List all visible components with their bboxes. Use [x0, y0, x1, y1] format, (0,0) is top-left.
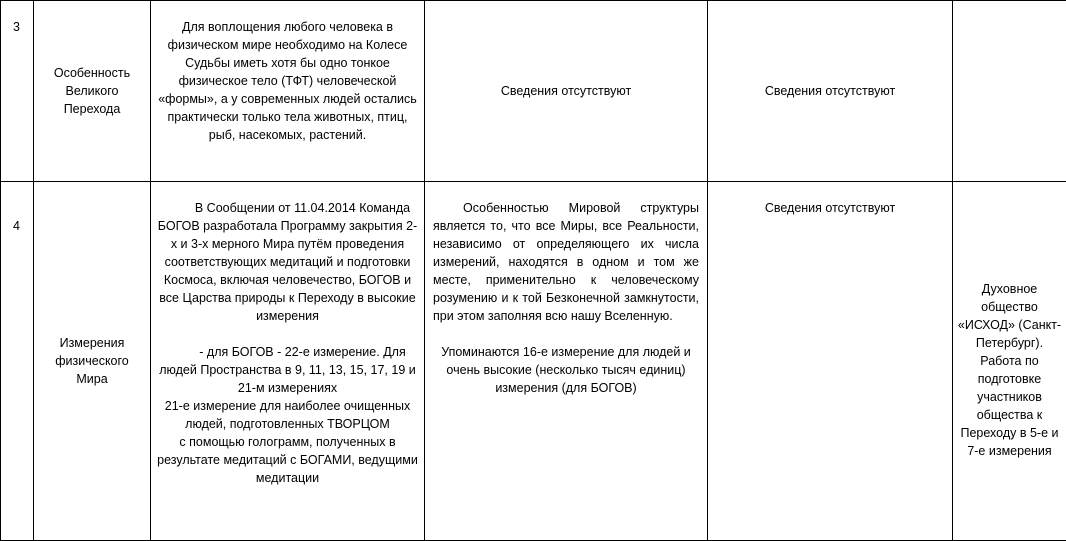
cell-paragraph: В Сообщении от 11.04.2014 Команда БОГОВ разработала Программу закрытия 2-х и 3-х мерного Мира путём проведения соответствующих медитаций и подготовки Космоса, включая человечество, БОГОВ и все Царства природы к Переходу в высокие измерения [155, 199, 420, 325]
source-cell [425, 182, 708, 541]
source-cell [151, 182, 425, 541]
table-row [1, 1, 1066, 182]
aspect-label: Особенность Великого Перехода [54, 66, 130, 116]
cell-paragraph: 21-е измерение для наиболее очищенных людей, подготовленных ТВОРЦОМ [155, 397, 420, 433]
table-row [1, 182, 1066, 541]
aspect-label: Измерения физического Мира [55, 336, 129, 386]
cell-paragraph: Особенностью Мировой структуры является то, что все Миры, все Реальности, независимо от определяющего их числа измерений, находятся в одном и том же месте, применительно к человеческому розумению и к той Безконечной замкнутости, при этом заполняя всю нашу Вселенную. [433, 199, 699, 325]
source-cell [151, 1, 425, 182]
cell-paragraph: - для БОГОВ - 22-е измерение. Для людей Пространства в 9, 11, 13, 15, 17, 19 и 21-м измерениях [155, 343, 420, 397]
source-cell [953, 1, 1066, 182]
row-number-cell [1, 1, 34, 182]
source-cell [708, 1, 953, 182]
source-cell [953, 182, 1066, 541]
cell-paragraph: с помощью голограмм, полученных в результате медитаций с БОГАМИ, ведущими медитации [155, 433, 420, 487]
cell-text: Для воплощения любого человека в физическом мире необходимо на Колесе Судьбы иметь хотя бы одно тонкое физическое тело (ТФТ) человеческой «формы», а у современных людей остались практически только тела животных, птиц, рыб, насекомых, растений. [158, 20, 417, 142]
aspect-cell [34, 182, 151, 541]
aspect-cell [34, 1, 151, 182]
cell-paragraph: Упоминаются 16-е измерение для людей и очень высокие (несколько тысяч единиц) измерения (для БОГОВ) [433, 343, 699, 397]
cell-text: Сведения отсутствуют [765, 84, 895, 98]
row-number-cell [1, 182, 34, 541]
row-number: 4 [13, 217, 29, 235]
cell-text: Сведения отсутствуют [501, 84, 631, 98]
cell-text: Духовное общество «ИСХОД» (Санкт-Петербург). Работа по подготовке участников общества к Переходу в 5-е и 7-е измерения [958, 282, 1061, 458]
source-cell [708, 182, 953, 541]
source-cell [425, 1, 708, 182]
row-number: 3 [13, 18, 29, 36]
cell-text: Сведения отсутствуют [765, 201, 895, 215]
